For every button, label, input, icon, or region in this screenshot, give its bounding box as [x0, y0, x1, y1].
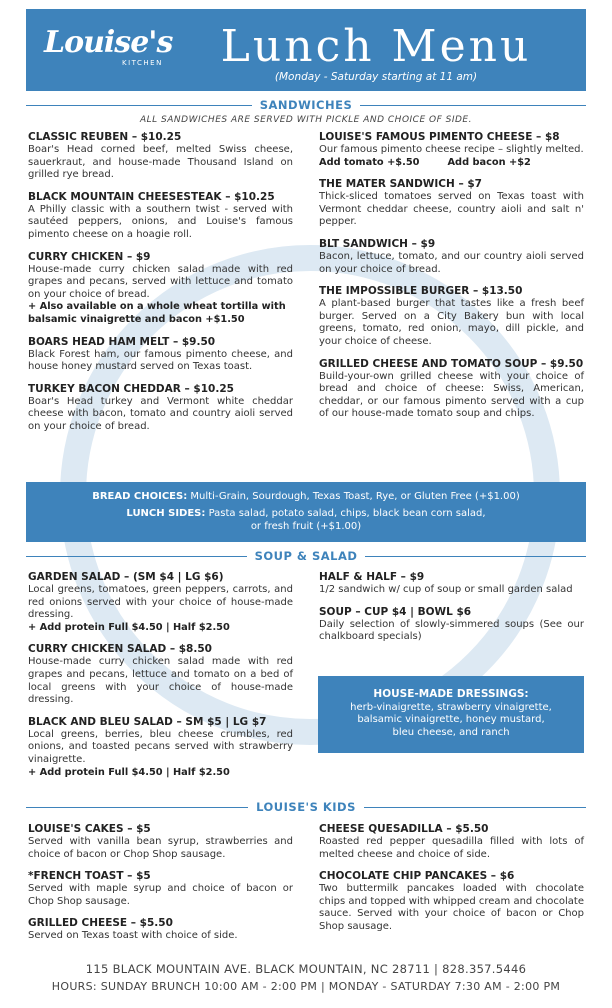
item-description: Our famous pimento cheese recipe – slightly melted. [319, 144, 584, 155]
item-name: GRILLED CHEESE AND TOMATO SOUP – $9.50 [319, 357, 584, 370]
section-heading-kids [26, 799, 586, 815]
item-name: GARDEN SALAD – (SM $4 | LG $6) [28, 571, 224, 583]
menu-item [28, 917, 293, 943]
menu-item [28, 191, 293, 242]
section-title: SOUP & SALAD [254, 549, 358, 563]
item-description: Boar's Head corned beef, melted Swiss cheese, sauerkraut, and house-made Thousand Island on grilled rye bread. [28, 144, 293, 181]
menu-item [28, 716, 293, 779]
item-name: HALF & HALF – $9 [319, 571, 425, 583]
sides-choices-continued: or fresh fruit (+$1.00) [250, 521, 362, 532]
menu-item [319, 571, 584, 597]
bread-and-sides-box [26, 482, 586, 542]
menu-item [28, 383, 293, 434]
soup-salad-left-column [28, 571, 293, 788]
item-description: Bacon, lettuce, tomato, and our country aioli served on your choice of bread. [319, 250, 584, 275]
bread-label: BREAD CHOICES: [92, 491, 188, 502]
sandwich-note: ALL SANDWICHES ARE SERVED WITH PICKLE AND CHOICE OF SIDE. [140, 115, 472, 125]
menu-item [28, 823, 293, 861]
item-name: SOUP – CUP $4 | BOWL $6 [319, 605, 472, 618]
item-name: BLACK AND BLEU SALAD – SM $5 | LG $7 [28, 715, 267, 728]
item-addon: Add tomato +$.50 [319, 156, 420, 168]
item-name: LOUISE'S FAMOUS PIMENTO CHEESE – $8 [319, 131, 560, 143]
item-description: Build-your-own grilled cheese with your choice of bread and choice of cheese: Swiss, American, cheddar, or our famous pimento served with a cup of our house-made tomato soup and chips. [319, 370, 584, 420]
menu-item [28, 131, 293, 182]
footer-hours: HOURS: SUNDAY BRUNCH 10:00 AM - 2:00 PM | MONDAY - SATURDAY 7:30 AM - 2:00 PM [51, 980, 561, 993]
footer-address: 115 BLACK MOUNTAIN AVE. BLACK MOUNTAIN, NC 28711 | 828.357.5446 [85, 962, 527, 976]
item-description: Served on Texas toast with choice of side. [28, 930, 238, 942]
section-title: LOUISE'S KIDS [256, 800, 356, 814]
item-name: CURRY CHICKEN SALAD – $8.50 [28, 643, 212, 656]
item-description: Black Forest ham, our famous pimento cheese, and house honey mustard served on Texas toast. [28, 348, 293, 373]
menu-item [319, 285, 584, 348]
item-description: A Philly classic with a southern twist - served with sautéed peppers, onions, and Louise's famous pimento cheese on a hoagie roll. [28, 203, 293, 240]
item-addon: + Add protein Full $4.50 | Half $2.50 [28, 766, 230, 778]
item-name: LOUISE'S CAKES – $5 [28, 823, 151, 835]
item-description: Thick-sliced tomatoes served on Texas toast with Vermont cheddar cheese, country aioli and salt n' pepper. [319, 191, 584, 228]
section-heading-sandwiches [26, 97, 586, 113]
item-addon: + Also available on a whole wheat tortilla with balsamic vinaigrette and bacon +$1.50 [28, 301, 286, 325]
item-name: CURRY CHICKEN – $9 [28, 250, 151, 263]
item-description: Local greens, tomatoes, green peppers, carrots, and red onions served with your choice of house-made dressing. [28, 584, 293, 621]
menu-header [26, 9, 586, 91]
menu-item [319, 870, 584, 933]
item-description: A plant-based burger that tastes like a fresh beef burger. Served on a City Bakery bun with local greens, tomato, red onion, mayo, dill pickle, and your choice of cheese. [319, 298, 584, 347]
item-name: *FRENCH TOAST – $5 [28, 870, 151, 883]
menu-item [28, 870, 293, 908]
menu-subtitle: (Monday - Saturday starting at 11 am) [274, 71, 478, 83]
item-name: BLT SANDWICH – $9 [319, 237, 436, 250]
menu-item [319, 178, 584, 229]
item-name: THE IMPOSSIBLE BURGER – $13.50 [319, 285, 523, 298]
menu-item [28, 251, 293, 327]
kids-right-column [319, 823, 584, 943]
bread-choices: Multi-Grain, Sourdough, Texas Toast, Rye, or Gluten Free (+$1.00) [190, 491, 520, 502]
menu-item [319, 823, 584, 861]
menu-item [28, 571, 293, 634]
item-description: Roasted red pepper quesadilla filled with lots of melted cheese and choice of side. [319, 836, 584, 860]
menu-item [28, 336, 293, 374]
item-description: Two buttermilk pancakes loaded with chocolate chips and topped with whipped cream and chocolate sauce. Served with your choice of bacon or Chop Shop sausage. [319, 883, 584, 932]
item-addon: Add bacon +$2 [447, 156, 531, 168]
menu-item [319, 358, 584, 421]
dressings-title: HOUSE-MADE DRESSINGS: [373, 688, 529, 700]
dressings-line: bleu cheese, and ranch [392, 726, 510, 738]
soup-salad-right-column [319, 571, 584, 653]
item-description: Served with maple syrup and choice of bacon or Chop Shop sausage. [28, 883, 293, 907]
item-name: GRILLED CHEESE – $5.50 [28, 917, 173, 930]
dressings-box [318, 676, 584, 753]
sandwiches-right-column [319, 131, 584, 430]
item-addon: + Add protein Full $4.50 | Half $2.50 [28, 621, 230, 633]
item-description: Daily selection of slowly-simmered soups (See our chalkboard specials) [319, 618, 584, 643]
item-description: House-made curry chicken salad made with red grapes and pecans, lettuce and tomato on a bed of local greens with your choice of house-made dressing. [28, 656, 293, 706]
item-name: CHOCOLATE CHIP PANCAKES – $6 [319, 870, 515, 883]
item-name: TURKEY BACON CHEDDAR – $10.25 [28, 382, 234, 395]
louises-kitchen-logo [44, 21, 173, 77]
menu-item [28, 643, 293, 706]
item-name: CLASSIC REUBEN – $10.25 [28, 131, 182, 143]
menu-item [319, 238, 584, 276]
dressings-line: balsamic vinaigrette, honey mustard, [357, 714, 545, 725]
menu-title: Lunch Menu [220, 21, 532, 72]
logo-subtitle: KITCHEN [122, 59, 163, 67]
item-description: Boar's Head turkey and Vermont white cheddar cheese with bacon, tomato and country aioli served on your choice of bread. [28, 395, 293, 432]
item-description: Served with vanilla bean syrup, strawberries and choice of bacon or Chop Shop sausage. [28, 836, 293, 860]
logo-script: Louise's [44, 25, 173, 60]
sides-label: LUNCH SIDES: [126, 508, 206, 519]
item-description: Local greens, berries, bleu cheese crumbles, red onions, and toasted pecans served with strawberry vinaigrette. [28, 728, 293, 765]
item-description: 1/2 sandwich w/ cup of soup or small garden salad [319, 584, 573, 595]
item-name: BOARS HEAD HAM MELT – $9.50 [28, 335, 216, 348]
section-heading-soup-salad [26, 548, 586, 564]
item-name: BLACK MOUNTAIN CHEESESTEAK – $10.25 [28, 190, 275, 203]
item-name: CHEESE QUESADILLA – $5.50 [319, 823, 489, 835]
menu-item [319, 606, 584, 644]
menu-item [319, 131, 584, 169]
sandwiches-left-column [28, 131, 293, 443]
item-description: House-made curry chicken salad made with red grapes and pecans, served with lettuce and tomato on your choice of bread. [28, 263, 293, 300]
kids-left-column [28, 823, 293, 952]
section-title: SANDWICHES [259, 98, 353, 112]
item-name: THE MATER SANDWICH – $7 [319, 178, 482, 191]
sides-choices: Pasta salad, potato salad, chips, black bean corn salad, [208, 508, 486, 519]
dressings-line: herb-vinaigrette, strawberry vinaigrette, [350, 701, 552, 713]
